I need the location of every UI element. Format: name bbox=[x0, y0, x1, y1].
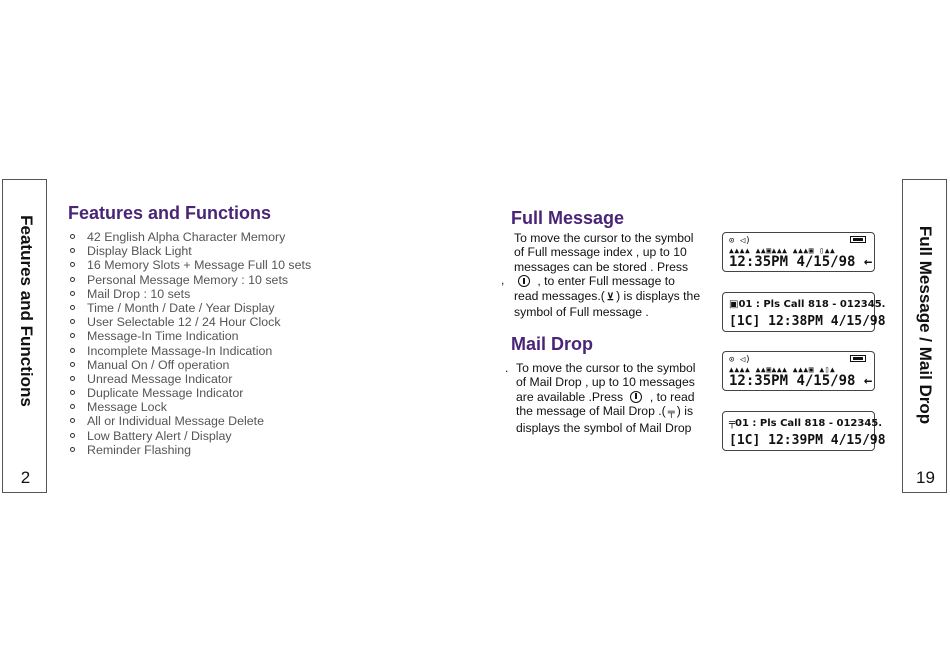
full-message-line-5-after: ) is displays the bbox=[616, 288, 701, 303]
feature-text: User Selectable 12 / 24 Hour Clock bbox=[87, 315, 281, 330]
feature-text: Incomplete Massage-In Indication bbox=[87, 343, 273, 358]
mail-drop-line-4 bbox=[516, 404, 696, 420]
mail-drop-line-3-before: are available .Press bbox=[516, 389, 624, 404]
mail-drop-line-3-after: , to read bbox=[649, 389, 695, 404]
bullet-icon bbox=[70, 433, 75, 438]
bullet-icon bbox=[70, 348, 75, 353]
feature-list-item bbox=[68, 429, 311, 443]
lcd-screen-index-mail bbox=[722, 351, 875, 391]
feature-list-item bbox=[68, 301, 311, 315]
bullet-icon bbox=[70, 262, 75, 267]
mail-drop-line-1: To move the cursor to the symbol bbox=[516, 361, 696, 375]
full-message-lead-mark: , bbox=[501, 273, 505, 287]
lcd-time: 12:38PM bbox=[768, 314, 823, 329]
bullet-icon bbox=[70, 418, 75, 423]
mail-drop-lead-mark: . bbox=[505, 361, 509, 375]
bullet-icon bbox=[70, 376, 75, 381]
mail-drop-line-4-after: ) is bbox=[676, 404, 694, 419]
full-message-line-5-before: read messages.( bbox=[514, 288, 605, 303]
feature-list-item bbox=[68, 258, 311, 272]
lcd-status-icons: ⊙ ◁) bbox=[729, 355, 751, 365]
left-arrow-icon: ← bbox=[863, 373, 873, 389]
feature-list-item bbox=[68, 414, 311, 428]
lcd-time-row bbox=[729, 254, 873, 270]
feature-list-item bbox=[68, 358, 311, 372]
right-tab-title-wrap bbox=[903, 200, 948, 450]
feature-text: Message-In Time Indication bbox=[87, 329, 239, 344]
lcd-time: 12:35PM bbox=[729, 254, 789, 270]
right-side-tab bbox=[902, 179, 947, 493]
feature-list-item bbox=[68, 344, 311, 358]
feature-text: Low Battery Alert / Display bbox=[87, 428, 232, 443]
feature-text: 42 English Alpha Character Memory bbox=[87, 230, 286, 244]
feature-list-item bbox=[68, 372, 311, 386]
battery-icon bbox=[850, 355, 866, 362]
left-tab-title: Features and Functions bbox=[16, 215, 36, 407]
full-message-line-2: of Full message index , up to 10 bbox=[514, 245, 687, 260]
lcd-date: 4/15/98 bbox=[830, 433, 886, 448]
full-message-line-4-text: , to enter Full message to bbox=[537, 274, 675, 289]
bullet-icon bbox=[70, 362, 75, 367]
feature-list-item bbox=[68, 244, 311, 258]
full-message-line-3: messages can be stored . Press bbox=[514, 259, 689, 274]
mail-drop-heading: Mail Drop bbox=[511, 334, 594, 354]
mail-drop-paragraph bbox=[516, 361, 696, 435]
feature-text: 16 Memory Slots + Message Full 10 sets bbox=[87, 258, 312, 273]
full-message-paragraph bbox=[514, 231, 700, 319]
power-button-icon bbox=[518, 275, 530, 287]
feature-text: Display Black Light bbox=[87, 244, 192, 259]
lcd-time: 12:39PM bbox=[768, 433, 823, 448]
feature-list-item bbox=[68, 329, 311, 343]
feature-text: Personal Message Memory : 10 sets bbox=[87, 272, 289, 287]
bullet-icon bbox=[70, 319, 75, 324]
lcd-status-icons: ⊙ ◁) bbox=[729, 236, 751, 246]
lcd-message-text: ▣01 : Pls Call 818 - 012345. bbox=[729, 299, 886, 310]
feature-list-item bbox=[68, 443, 311, 457]
feature-list-item bbox=[68, 273, 311, 287]
battery-icon bbox=[850, 236, 866, 243]
left-page-number: 2 bbox=[20, 468, 31, 487]
bullet-icon bbox=[70, 277, 75, 282]
full-message-line-4 bbox=[514, 274, 700, 288]
right-tab-title: Full Message / Mail Drop bbox=[916, 225, 936, 425]
lcd-slot-markers: ▲▲▲▲ ▲▲▣▲▲▲ ▲▲▲▣ ▲▯▲ bbox=[729, 365, 836, 374]
lcd-date: 4/15/98 bbox=[830, 314, 886, 329]
mailbox-icon: ╤ bbox=[667, 407, 675, 419]
feature-text: Mail Drop : 10 sets bbox=[87, 286, 191, 301]
lcd-time-row bbox=[729, 433, 886, 448]
lcd-screen-index-full bbox=[722, 232, 875, 272]
lcd-slot: [1C] bbox=[729, 433, 761, 448]
left-arrow-icon: ← bbox=[863, 254, 873, 270]
lcd-screen-mail-drop bbox=[722, 411, 886, 451]
lcd-date: 4/15/98 bbox=[796, 254, 856, 270]
bullet-icon bbox=[70, 390, 75, 395]
bullet-icon bbox=[70, 234, 75, 239]
feature-text: Message Lock bbox=[87, 400, 167, 415]
lcd-time-row bbox=[729, 373, 873, 389]
lcd-date: 4/15/98 bbox=[796, 373, 856, 389]
left-side-tab bbox=[2, 179, 47, 493]
bullet-icon bbox=[70, 404, 75, 409]
mail-drop-line-5: displays the symbol of Mail Drop bbox=[516, 420, 692, 435]
features-heading: Features and Functions bbox=[68, 203, 272, 223]
mail-drop-line-2: of Mail Drop , up to 10 messages bbox=[516, 375, 695, 390]
lcd-slot-markers: ▲▲▲▲ ▲▲▣▲▲▲ ▲▲▲▣ ▯▲▲ bbox=[729, 246, 836, 255]
mail-drop-line-3 bbox=[516, 390, 696, 404]
feature-list bbox=[68, 230, 311, 457]
lcd-message-text: ╤01 : Pls Call 818 - 012345. bbox=[729, 418, 883, 429]
feature-list-item bbox=[68, 386, 311, 400]
full-message-line-1: To move the cursor to the symbol bbox=[514, 231, 694, 245]
feature-text: Manual On / Off operation bbox=[87, 357, 230, 372]
feature-list-item bbox=[68, 400, 311, 414]
lcd-time-row bbox=[729, 314, 886, 329]
left-tab-title-wrap bbox=[3, 186, 48, 436]
feature-text: Time / Month / Date / Year Display bbox=[87, 300, 275, 315]
feature-text: Unread Message Indicator bbox=[87, 371, 233, 386]
full-message-line-6: symbol of Full message . bbox=[514, 305, 649, 320]
lcd-time: 12:35PM bbox=[729, 373, 789, 389]
lcd-screen-full-message bbox=[722, 292, 886, 332]
bullet-icon bbox=[70, 447, 75, 452]
feature-list-item bbox=[68, 287, 311, 301]
full-message-line-5 bbox=[514, 289, 700, 305]
feature-text: Reminder Flashing bbox=[87, 442, 191, 457]
power-button-icon bbox=[630, 391, 642, 403]
feature-text: Duplicate Message Indicator bbox=[87, 386, 244, 401]
feature-list-item bbox=[68, 230, 311, 244]
lcd-slot: [1C] bbox=[729, 314, 761, 329]
bullet-icon bbox=[70, 291, 75, 296]
envelope-icon: ⊻ bbox=[606, 291, 615, 303]
feature-text: All or Individual Message Delete bbox=[87, 414, 265, 429]
right-page-number: 19 bbox=[916, 468, 935, 487]
full-message-heading: Full Message bbox=[511, 208, 625, 228]
bullet-icon bbox=[70, 248, 75, 253]
feature-list-item bbox=[68, 315, 311, 329]
bullet-icon bbox=[70, 333, 75, 338]
mail-drop-line-4-before: the message of Mail Drop .( bbox=[516, 404, 666, 419]
bullet-icon bbox=[70, 305, 75, 310]
